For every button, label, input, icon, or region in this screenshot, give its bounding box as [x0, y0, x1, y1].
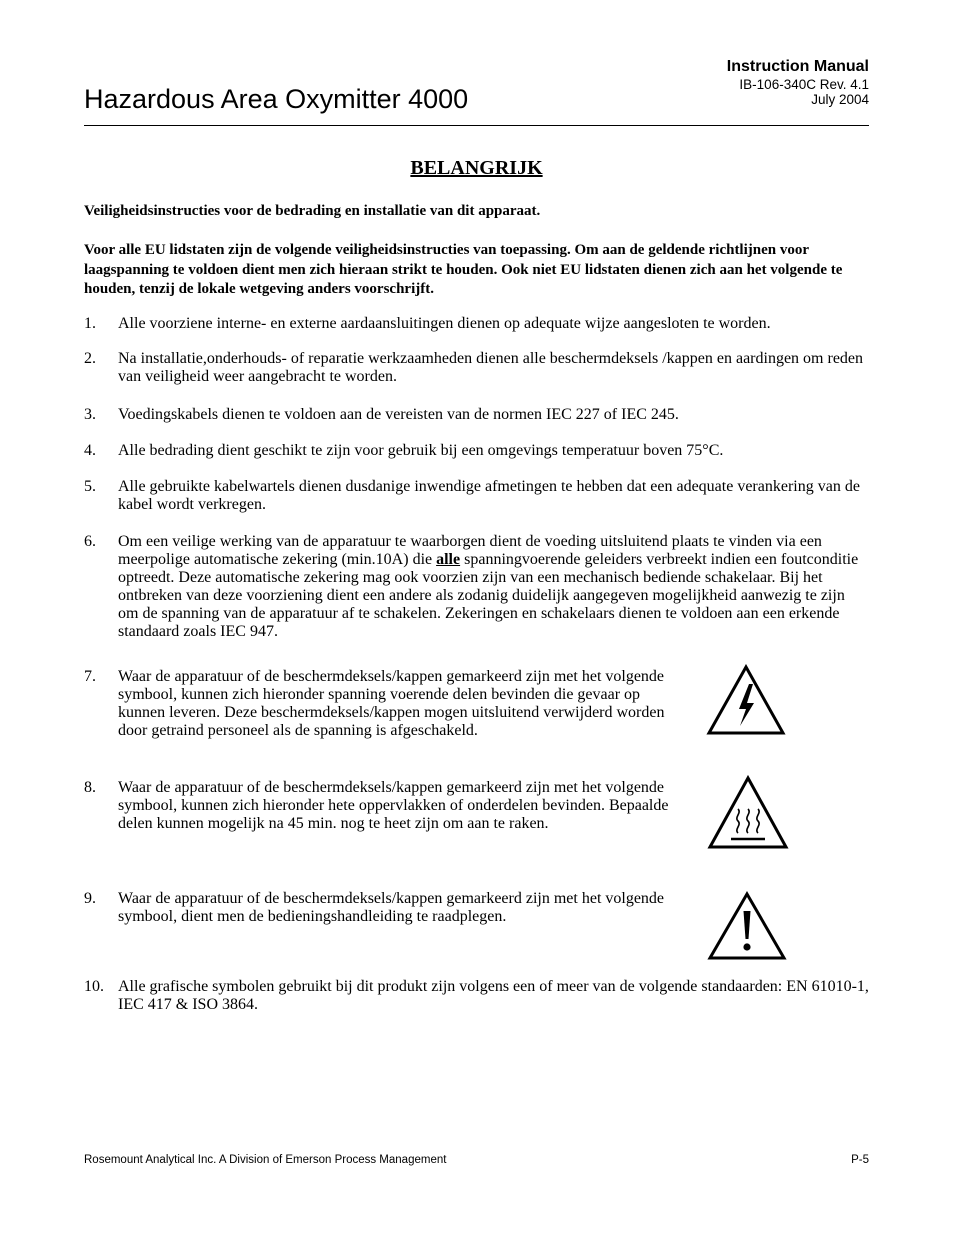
item-number: 2. — [84, 350, 96, 367]
item-number: 7. — [84, 668, 96, 685]
item-text: Alle bedrading dient geschikt te zijn voor gebruik bij een omgevings temperatuur boven 75°C. — [118, 442, 724, 459]
item-number: 3. — [84, 406, 96, 423]
item-text: Alle voorziene interne- en externe aardaansluitingen dienen op adequate wijze aangesloten te worden. — [118, 315, 771, 332]
revision-label: IB-106-340C Rev. 4.1 — [739, 77, 869, 92]
caution-icon — [707, 891, 787, 961]
page-number: P-5 — [851, 1154, 869, 1166]
item-number: 9. — [84, 890, 96, 907]
item-text: Waar de apparatuur of de beschermdeksels/kappen gemarkeerd zijn met het volgende symbool, kunnen zich hieronder hete oppervlakken of onderdelen bevinden. Bepaalde delen kunnen mogelijk na 45 min. nog te heet zijn om aan te raken. — [118, 779, 669, 832]
item-number: 10. — [84, 978, 104, 995]
document-title: Hazardous Area Oxymitter 4000 — [84, 84, 469, 114]
emphasis-all: alle — [436, 551, 461, 568]
item-number: 6. — [84, 533, 96, 550]
item-text: Waar de apparatuur of de beschermdeksels/kappen gemarkeerd zijn met het volgende symbool, kunnen zich hieronder spanning voerende delen bevinden die gevaar op kunnen leveren. Deze beschermdeksels/kappen mogen uitsluitend verwijderd worden door getraind personeel als de spanning is afgeschakeld. — [118, 668, 665, 739]
item-number: 4. — [84, 442, 96, 459]
eu-paragraph: Voor alle EU lidstaten zijn de volgende veiligheidsinstructies van toepassing. Om aan de geldende richtlijnen voor laagspanning te voldoen dient men zich hieraan strikt te houden. Ook niet EU lidstaten dienen zich aan het volgende te houden, tenzij de lokale wetgeving anders voorschrijft. — [84, 241, 843, 298]
item-number: 5. — [84, 478, 96, 495]
item-text: Alle grafische symbolen gebruikt bij dit produkt zijn volgens een of meer van de volgende standaarden: EN 61010-1, IEC 417 & ISO 3864. — [118, 978, 869, 1013]
item-text: Alle gebruikte kabelwartels dienen dusdanige inwendige afmetingen te hebben dat een adequate verankering van de kabel wordt verkregen. — [118, 478, 860, 513]
item-text-after: spanningvoerende geleiders verbreekt indien een foutconditie optreedt. Deze automatische zekering mag ook voorzien zijn van een mechanisch bediende schakelaar. Bij het ontbreken van deze voorziening dient een andere als zodanig duidelijk aangegeven mogelijkheid aanwezig te zijn om de spanning van de apparatuur af te schakelen. Zekeringen en schakelaars dienen te voldoen aan een erkende standaard zoals IEC 947. — [118, 551, 859, 640]
page-content — [84, 155, 869, 300]
item-number: 8. — [84, 779, 96, 796]
electrical-hazard-icon — [706, 664, 786, 736]
item-text: Voedingskabels dienen te voldoen aan de vereisten van de normen IEC 227 of IEC 245. — [118, 406, 679, 423]
item-text — [118, 533, 869, 641]
footer-company: Rosemount Analytical Inc. A Division of Emerson Process Management — [84, 1154, 447, 1166]
intro-paragraph: Veiligheidsinstructies voor de bedrading en installatie van dit apparaat. — [84, 203, 541, 219]
header-divider — [84, 125, 869, 126]
header-meta — [727, 57, 869, 107]
hot-surface-icon — [707, 775, 789, 850]
manual-label: Instruction Manual — [726, 58, 869, 75]
item-text-before: Om een veilige werking van de apparatuur te waarborgen dient de voeding uitsluitend plaats te vinden via een meerpolige automatische zekering (min.10A) die — [118, 533, 822, 568]
section-heading: BELANGRIJK — [410, 157, 543, 179]
item-text: Na installatie,onderhouds- of reparatie werkzaamheden dienen alle beschermdeksels /kappen en aardingen om reden van veiligheid weer aangebracht te worden. — [118, 350, 864, 385]
item-number: 1. — [84, 315, 96, 332]
item-text: Waar de apparatuur of de beschermdeksels/kappen gemarkeerd zijn met het volgende symbool, dient men de bedieningshandleiding te raadplegen. — [118, 890, 665, 925]
date-label: July 2004 — [811, 92, 869, 107]
